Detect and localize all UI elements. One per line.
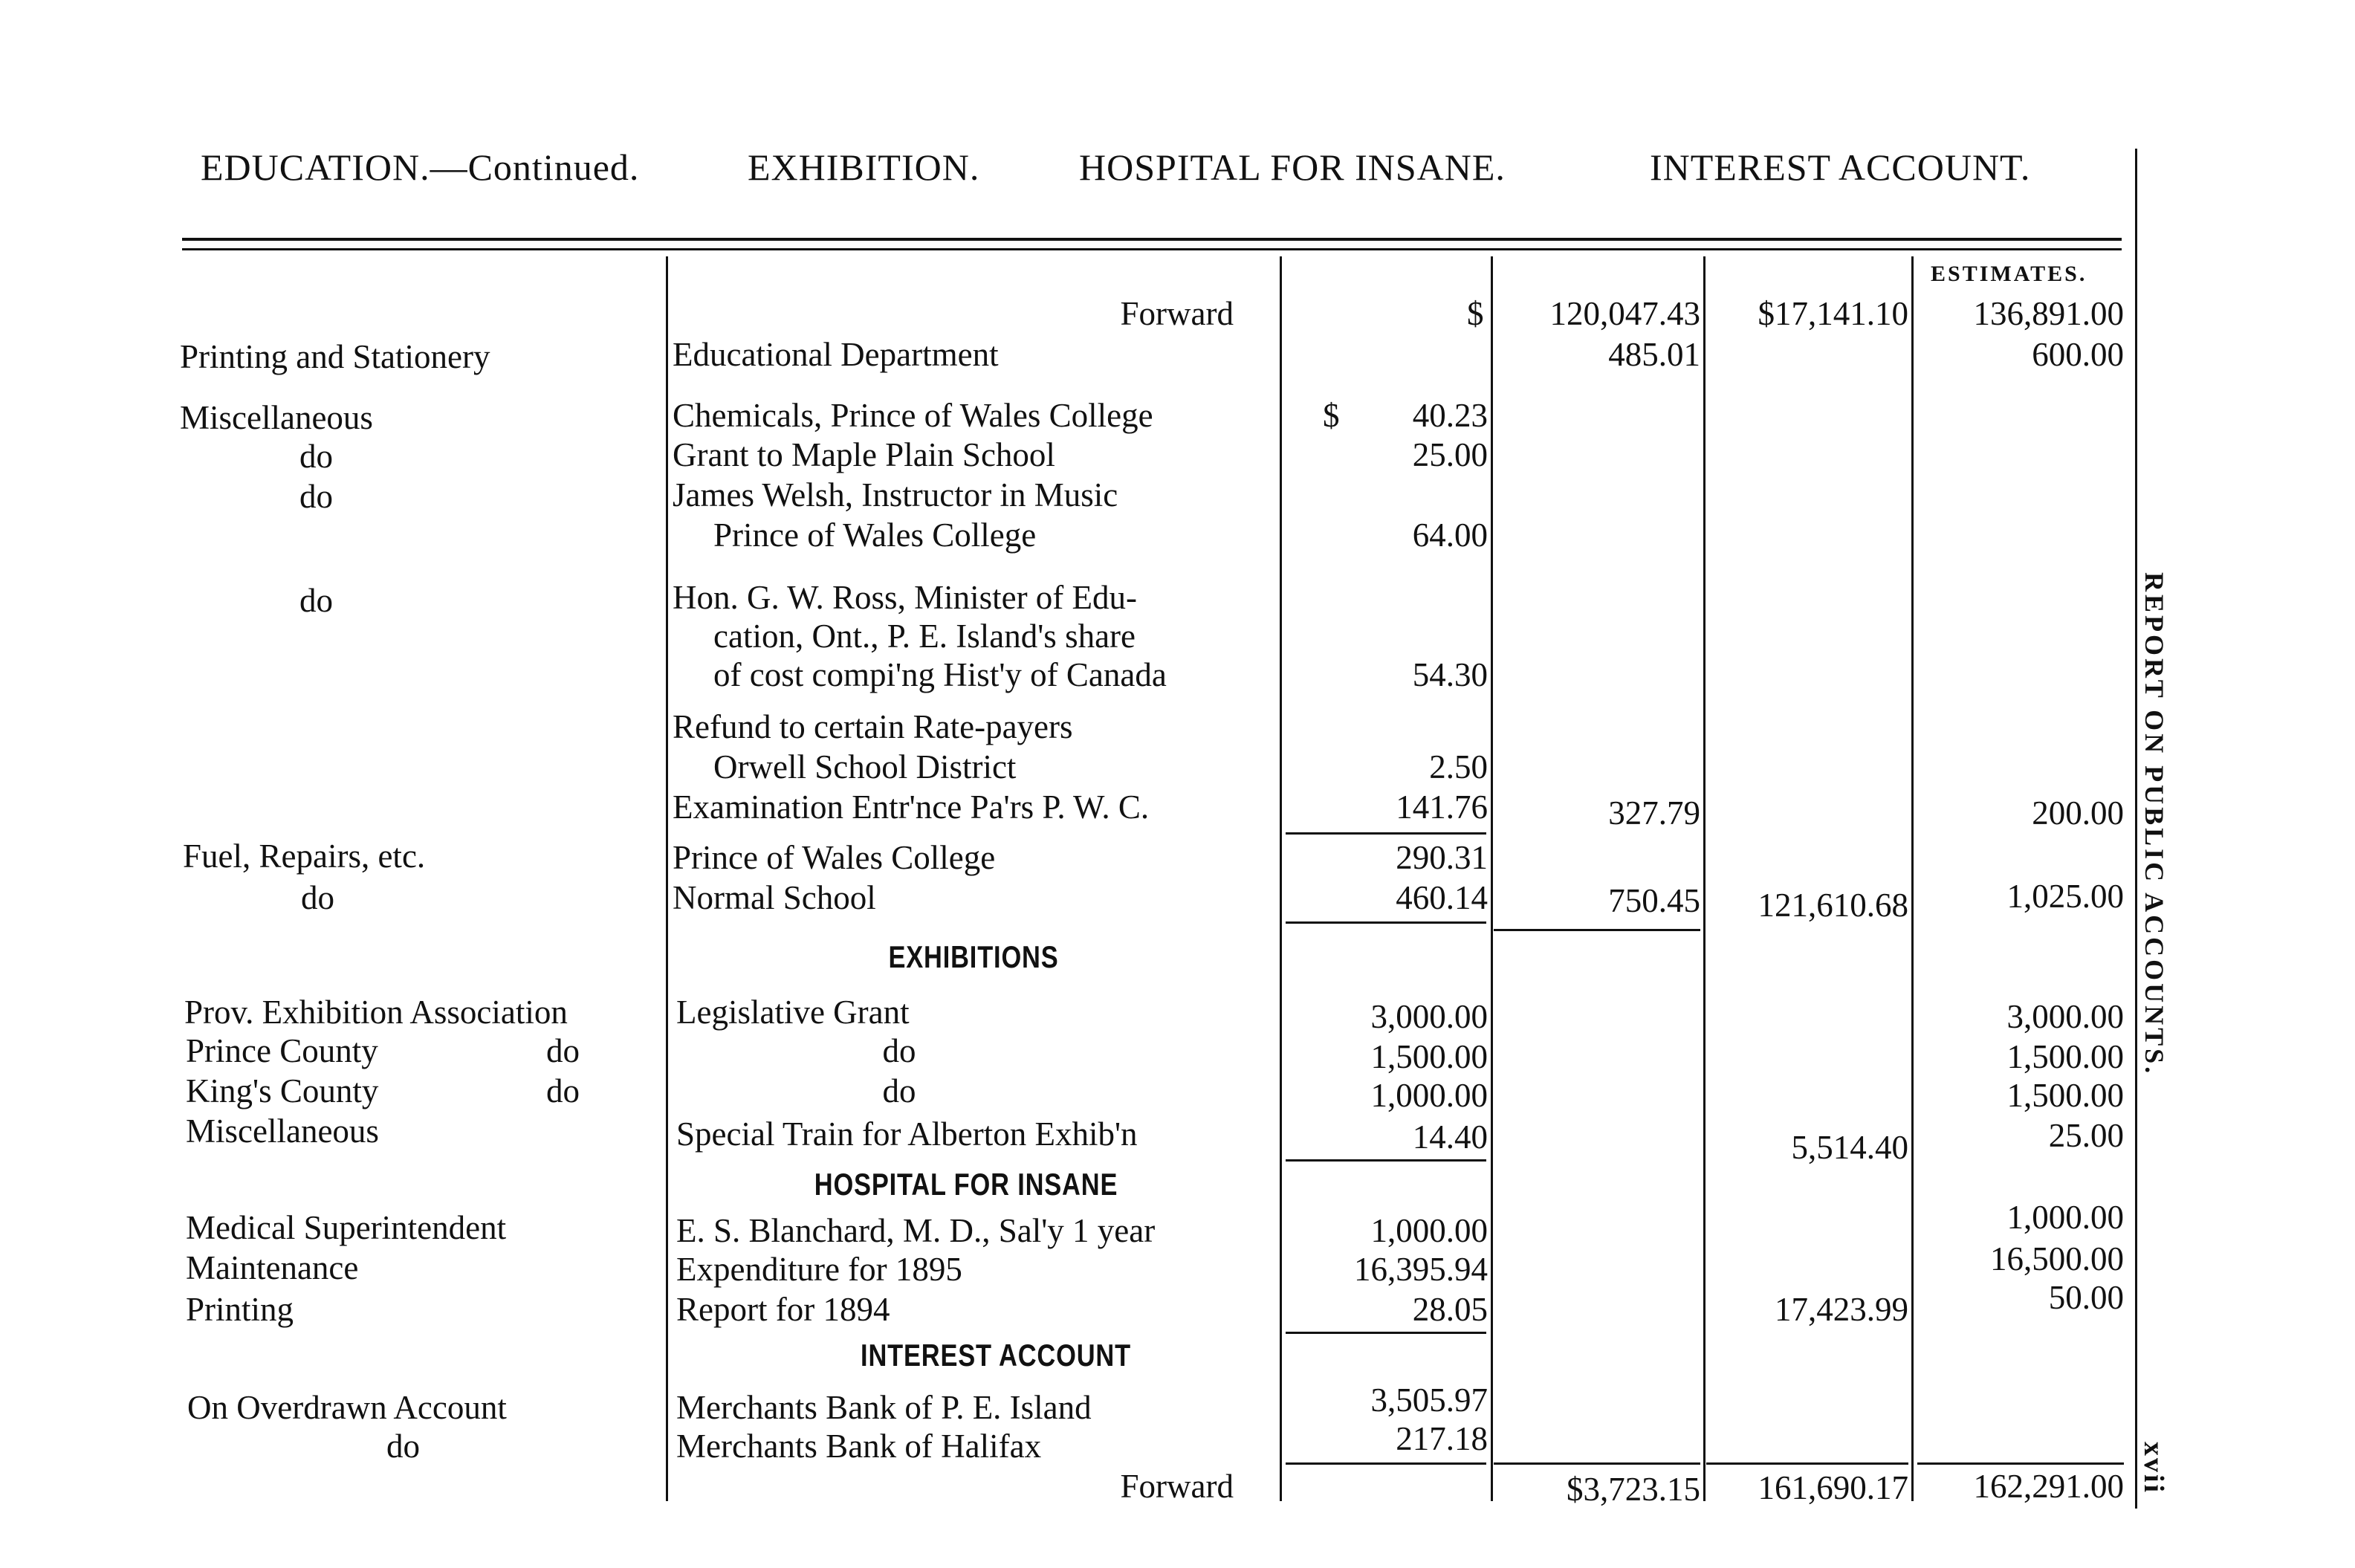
top-rule-1 [182, 238, 2122, 241]
row-exhib-misc-desc: Special Train for Alberton Exhib'n [676, 1115, 1138, 1153]
row-pei-col1: 3,505.97 [1370, 1381, 1488, 1419]
row-hosp-print-col4: 50.00 [2048, 1279, 2124, 1316]
row-maint-desc: Expenditure for 1895 [676, 1251, 962, 1288]
row-do-3: do [299, 582, 333, 619]
row-prince-col1: 1,500.00 [1370, 1038, 1488, 1075]
forward-bottom-col3: 161,690.17 [1758, 1469, 1908, 1506]
section-interest: INTEREST ACCOUNT [861, 1338, 1131, 1373]
row-fuel-label: Fuel, Repairs, etc. [183, 838, 426, 875]
row-pei-desc: Merchants Bank of P. E. Island [676, 1389, 1092, 1426]
row-normal-desc: Normal School [673, 879, 876, 916]
row-maint-col4: 16,500.00 [1990, 1240, 2124, 1277]
row-prince-col4: 1,500.00 [2006, 1038, 2124, 1075]
row-prince-label: Prince County [186, 1032, 378, 1069]
col-line-d [1703, 256, 1705, 1501]
row-do-1: do [299, 438, 333, 475]
row-chemicals-dollar: $ [1323, 397, 1340, 434]
row-welsh-desc-1: James Welsh, Instructor in Music [673, 476, 1118, 514]
row-pwc-desc: Prince of Wales College [673, 839, 996, 876]
row-normal-col1: 460.14 [1396, 879, 1488, 916]
row-exhib-misc-col3: 5,514.40 [1791, 1129, 1908, 1166]
row-pwc-col1: 290.31 [1396, 839, 1488, 876]
subtotal-rule-interest [1286, 1462, 1486, 1465]
row-printing-label: Printing and Stationery [180, 338, 490, 375]
row-welsh-col1: 64.00 [1412, 516, 1488, 554]
header-hospital: HOSPITAL FOR INSANE. [1079, 146, 1506, 188]
row-normal-col2: 750.45 [1608, 882, 1700, 919]
top-rule-2 [182, 248, 2122, 250]
forward-top-col3: $17,141.10 [1758, 295, 1908, 332]
row-exam-col4: 200.00 [2032, 794, 2124, 832]
row-maint-col1: 16,395.94 [1354, 1251, 1488, 1288]
row-hosp-print-col1: 28.05 [1412, 1291, 1488, 1328]
row-printing-col4: 600.00 [2032, 336, 2124, 373]
row-med-desc: E. S. Blanchard, M. D., Sal'y 1 year [676, 1212, 1156, 1249]
total-rule-col2 [1494, 1462, 1700, 1465]
row-exhib-misc-col4: 25.00 [2048, 1117, 2124, 1154]
subtotal-rule-exhib [1286, 1159, 1486, 1162]
row-prov-desc: Legislative Grant [676, 994, 910, 1031]
total-rule-col4 [1917, 1462, 2124, 1465]
row-over-label: On Overdrawn Account [187, 1389, 507, 1426]
col-line-c [1491, 256, 1493, 1501]
row-chemicals-col1: 40.23 [1412, 397, 1488, 434]
section-exhibitions: EXHIBITIONS [888, 939, 1059, 974]
row-normal-col3: 121,610.68 [1758, 887, 1908, 924]
row-exam-col2: 327.79 [1608, 794, 1700, 832]
subtotal-rule-hosp [1286, 1332, 1486, 1334]
row-king-do: do [546, 1072, 580, 1109]
forward-top-dollar: $ [1467, 295, 1484, 332]
forward-bottom-col2: $3,723.15 [1567, 1471, 1700, 1508]
row-maple-col1: 25.00 [1412, 436, 1488, 473]
subtotal-rule-edu [1494, 929, 1700, 931]
row-maint-label: Maintenance [186, 1249, 359, 1286]
row-hal-desc: Merchants Bank of Halifax [676, 1428, 1042, 1465]
row-do-2: do [299, 478, 333, 515]
row-exhib-misc-label: Miscellaneous [186, 1112, 379, 1150]
row-normal-col4: 1,025.00 [2006, 878, 2124, 915]
row-king-label: King's County [186, 1072, 379, 1109]
row-hosp-print-label: Printing [186, 1291, 294, 1328]
row-king-col4: 1,500.00 [2006, 1077, 2124, 1114]
row-refund-desc-2: Orwell School District [713, 748, 1017, 785]
forward-top-label: Forward [1120, 295, 1234, 332]
row-maple-desc: Grant to Maple Plain School [673, 436, 1055, 473]
row-ross-desc-1: Hon. G. W. Ross, Minister of Edu- [673, 579, 1138, 616]
forward-top-col2: 120,047.43 [1549, 295, 1700, 332]
row-ross-desc-2: cation, Ont., P. E. Island's share [713, 618, 1136, 655]
row-med-col1: 1,000.00 [1370, 1212, 1488, 1249]
folio-number: xvii [2138, 1442, 2169, 1495]
forward-bottom-col4: 162,291.00 [1973, 1468, 2124, 1505]
row-misc-label: Miscellaneous [180, 399, 373, 436]
row-ross-col1: 54.30 [1412, 656, 1488, 693]
row-exam-col1: 141.76 [1396, 788, 1488, 826]
estimates-heading: ESTIMATES. [1931, 262, 2087, 286]
total-rule-col3 [1706, 1462, 1908, 1465]
row-king-desc: do [882, 1072, 916, 1109]
row-refund-desc-1: Refund to certain Rate-payers [673, 708, 1073, 745]
row-med-col4: 1,000.00 [2006, 1199, 2124, 1236]
row-welsh-desc-2: Prince of Wales College [713, 516, 1037, 554]
subtotal-rule-fuel [1286, 921, 1486, 924]
right-margin-rule [2135, 149, 2137, 1509]
row-exam-desc: Examination Entr'nce Pa'rs P. W. C. [673, 788, 1150, 826]
row-king-col1: 1,000.00 [1370, 1077, 1488, 1114]
row-prov-col4: 3,000.00 [2006, 998, 2124, 1035]
header-education: EDUCATION.—Continued. [201, 146, 640, 188]
row-prov-col1: 3,000.00 [1370, 998, 1488, 1035]
row-printing-desc: Educational Department [673, 336, 999, 373]
col-line-b [1280, 256, 1282, 1501]
subtotal-rule-misc [1286, 832, 1486, 835]
row-printing-col2: 485.01 [1608, 336, 1700, 373]
row-prov-label: Prov. Exhibition Association [184, 994, 568, 1031]
row-prince-desc: do [882, 1032, 916, 1069]
row-med-label: Medical Superintendent [186, 1209, 507, 1246]
row-interest-do: do [386, 1428, 420, 1465]
row-hal-col1: 217.18 [1396, 1420, 1488, 1457]
row-exhib-misc-col1: 14.40 [1412, 1118, 1488, 1156]
row-refund-col1: 2.50 [1429, 748, 1488, 785]
section-hospital: HOSPITAL FOR INSANE [814, 1167, 1118, 1202]
header-interest: INTEREST ACCOUNT. [1650, 146, 2031, 188]
forward-bottom-label: Forward [1120, 1468, 1234, 1505]
row-hosp-print-desc: Report for 1894 [676, 1291, 890, 1328]
col-line-a [666, 256, 668, 1501]
row-chemicals-desc: Chemicals, Prince of Wales College [673, 397, 1153, 434]
row-hosp-print-col3: 17,423.99 [1775, 1291, 1908, 1328]
row-do-4: do [301, 879, 334, 916]
forward-top-col4: 136,891.00 [1973, 295, 2124, 332]
row-prince-do: do [546, 1032, 580, 1069]
row-ross-desc-3: of cost compi'ng Hist'y of Canada [713, 656, 1167, 693]
header-exhibition: EXHIBITION. [748, 146, 980, 188]
side-title: REPORT ON PUBLIC ACCOUNTS. [2139, 572, 2169, 1077]
col-line-e [1911, 256, 1914, 1501]
